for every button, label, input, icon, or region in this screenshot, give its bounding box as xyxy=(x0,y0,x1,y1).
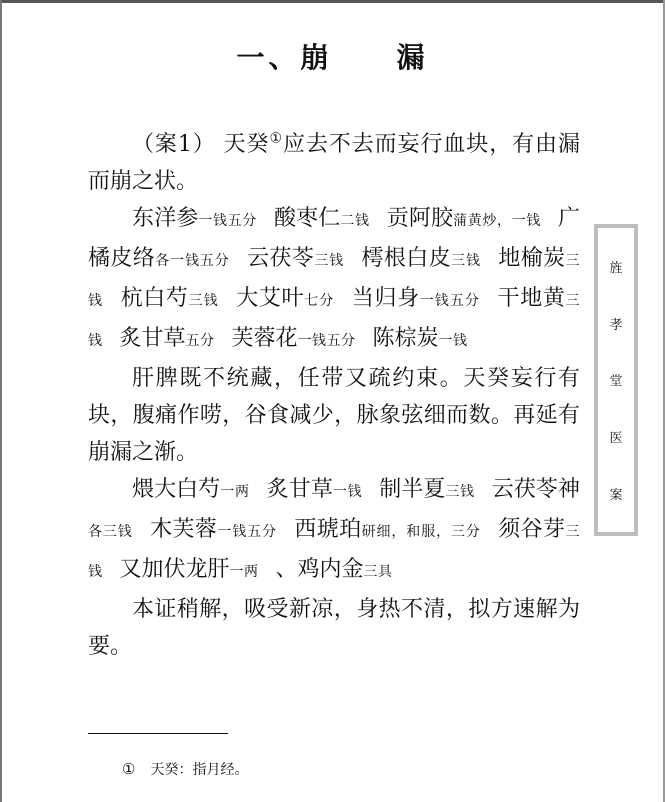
footnote-ref[interactable]: ① xyxy=(269,130,283,147)
herb-name: 又加伏龙肝 xyxy=(119,557,230,582)
section-title: 一、崩 漏 xyxy=(236,41,429,74)
herb-name: 木芙蓉 xyxy=(150,517,218,542)
case-text-b: 应去不去而妄行血块，有由漏而崩之状。 xyxy=(88,132,580,194)
herb-dose: 蒲黄炒，一钱 xyxy=(453,213,541,229)
herb-dose: 一两 xyxy=(220,484,250,500)
herb-name: 云茯苓 xyxy=(247,246,315,271)
herb-name: 西琥珀 xyxy=(294,517,362,542)
herb-entry xyxy=(120,557,259,582)
prescription-2 xyxy=(88,471,580,591)
herb-dose: 三钱 xyxy=(88,253,581,309)
case-text-a: 天癸 xyxy=(223,132,270,157)
herb-dose: 一钱五分 xyxy=(217,524,277,540)
herb-dose: 三钱 xyxy=(88,293,580,349)
sidebar-char: 医 xyxy=(609,431,623,447)
herb-name: 、鸡内金 xyxy=(275,557,364,582)
herb-name: 须谷芽 xyxy=(498,517,566,542)
herb-entry xyxy=(276,557,393,582)
sidebar-char: 堂 xyxy=(609,374,623,390)
herb-entry xyxy=(247,246,344,271)
herb-name: 芙蓉花 xyxy=(231,326,298,351)
footnote-mark: ① xyxy=(122,760,136,778)
herb-entry xyxy=(267,477,362,502)
herb-entry xyxy=(236,286,334,311)
herb-dose: 各一钱五分 xyxy=(155,253,230,269)
paragraph-3: 本证稍解，吸受新凉，身热不清，拟方速解为要。 xyxy=(88,597,580,659)
herb-entry xyxy=(121,286,219,311)
herb-entry xyxy=(294,517,480,542)
herb-name: 樗根白皮 xyxy=(361,246,452,271)
herb-name: 干地黄 xyxy=(497,286,566,311)
herb-dose: 研细，和服，三分 xyxy=(361,524,481,540)
herb-dose: 三具 xyxy=(363,564,393,580)
herb-dose: 七分 xyxy=(304,293,335,309)
herb-dose: 一钱五分 xyxy=(198,213,257,229)
herb-name: 酸枣仁 xyxy=(274,206,341,231)
herb-dose: 五分 xyxy=(185,333,215,349)
herb-entry xyxy=(120,326,215,351)
herb-entry xyxy=(232,326,356,351)
herb-name: 制半夏 xyxy=(379,477,446,502)
herb-entry xyxy=(362,246,481,271)
herb-name: 贡阿胶 xyxy=(386,206,454,231)
herb-dose: 三钱 xyxy=(445,484,475,500)
herb-name: 东洋参 xyxy=(132,206,199,231)
herb-dose: 一两 xyxy=(229,564,259,580)
herb-dose: 各三钱 xyxy=(88,524,133,540)
herb-dose: 一钱五分 xyxy=(419,293,481,309)
herb-dose: 一钱五分 xyxy=(297,333,356,349)
herb-entry xyxy=(352,286,480,311)
case-label: （案1） xyxy=(132,132,216,157)
herb-entry xyxy=(150,517,277,542)
herb-entry xyxy=(132,206,257,231)
herb-name: 广橘皮络 xyxy=(88,206,580,271)
herb-dose: 二钱 xyxy=(340,213,370,229)
herb-dose: 一钱 xyxy=(438,333,468,349)
prescription-1 xyxy=(88,200,580,360)
footnote-rule xyxy=(88,733,228,734)
sidebar-char: 旌 xyxy=(609,260,623,276)
sidebar-char: 孝 xyxy=(609,317,623,333)
herb-name: 炙甘草 xyxy=(266,477,333,502)
herb-name: 当归身 xyxy=(351,286,420,311)
herb-dose: 三钱 xyxy=(451,253,481,269)
sidebar-char: 案 xyxy=(609,488,623,504)
herb-name: 云茯苓神 xyxy=(491,477,580,502)
herb-entry xyxy=(373,326,468,351)
case-paragraph xyxy=(88,126,580,200)
herb-entry xyxy=(387,206,541,231)
footnote xyxy=(122,758,248,779)
herb-name: 地榆炭 xyxy=(498,246,566,271)
herb-dose: 一钱 xyxy=(332,484,363,500)
herb-name: 煨大白芍 xyxy=(132,477,221,502)
herb-name: 杭白芍 xyxy=(120,286,189,311)
herb-name: 大艾叶 xyxy=(236,286,305,311)
herb-entry xyxy=(274,206,370,231)
herb-name: 炙甘草 xyxy=(119,326,186,351)
herb-dose: 三钱 xyxy=(188,293,219,309)
footnote-text: 天癸：指月经。 xyxy=(150,762,249,778)
paragraph-2: 肝脾既不统藏，任带又疏约束。天癸妄行有块，腹痛作唠，谷食减少，脉象弦细而数。再延有崩漏之渐。 xyxy=(88,366,580,465)
herb-entry xyxy=(132,477,250,502)
book-title-sidebar xyxy=(594,224,638,536)
herb-entry xyxy=(379,477,474,502)
herb-name: 陈棕炭 xyxy=(372,326,439,351)
herb-dose: 三钱 xyxy=(314,253,345,269)
herb-dose: 三钱 xyxy=(88,524,580,580)
main-content xyxy=(88,126,580,665)
